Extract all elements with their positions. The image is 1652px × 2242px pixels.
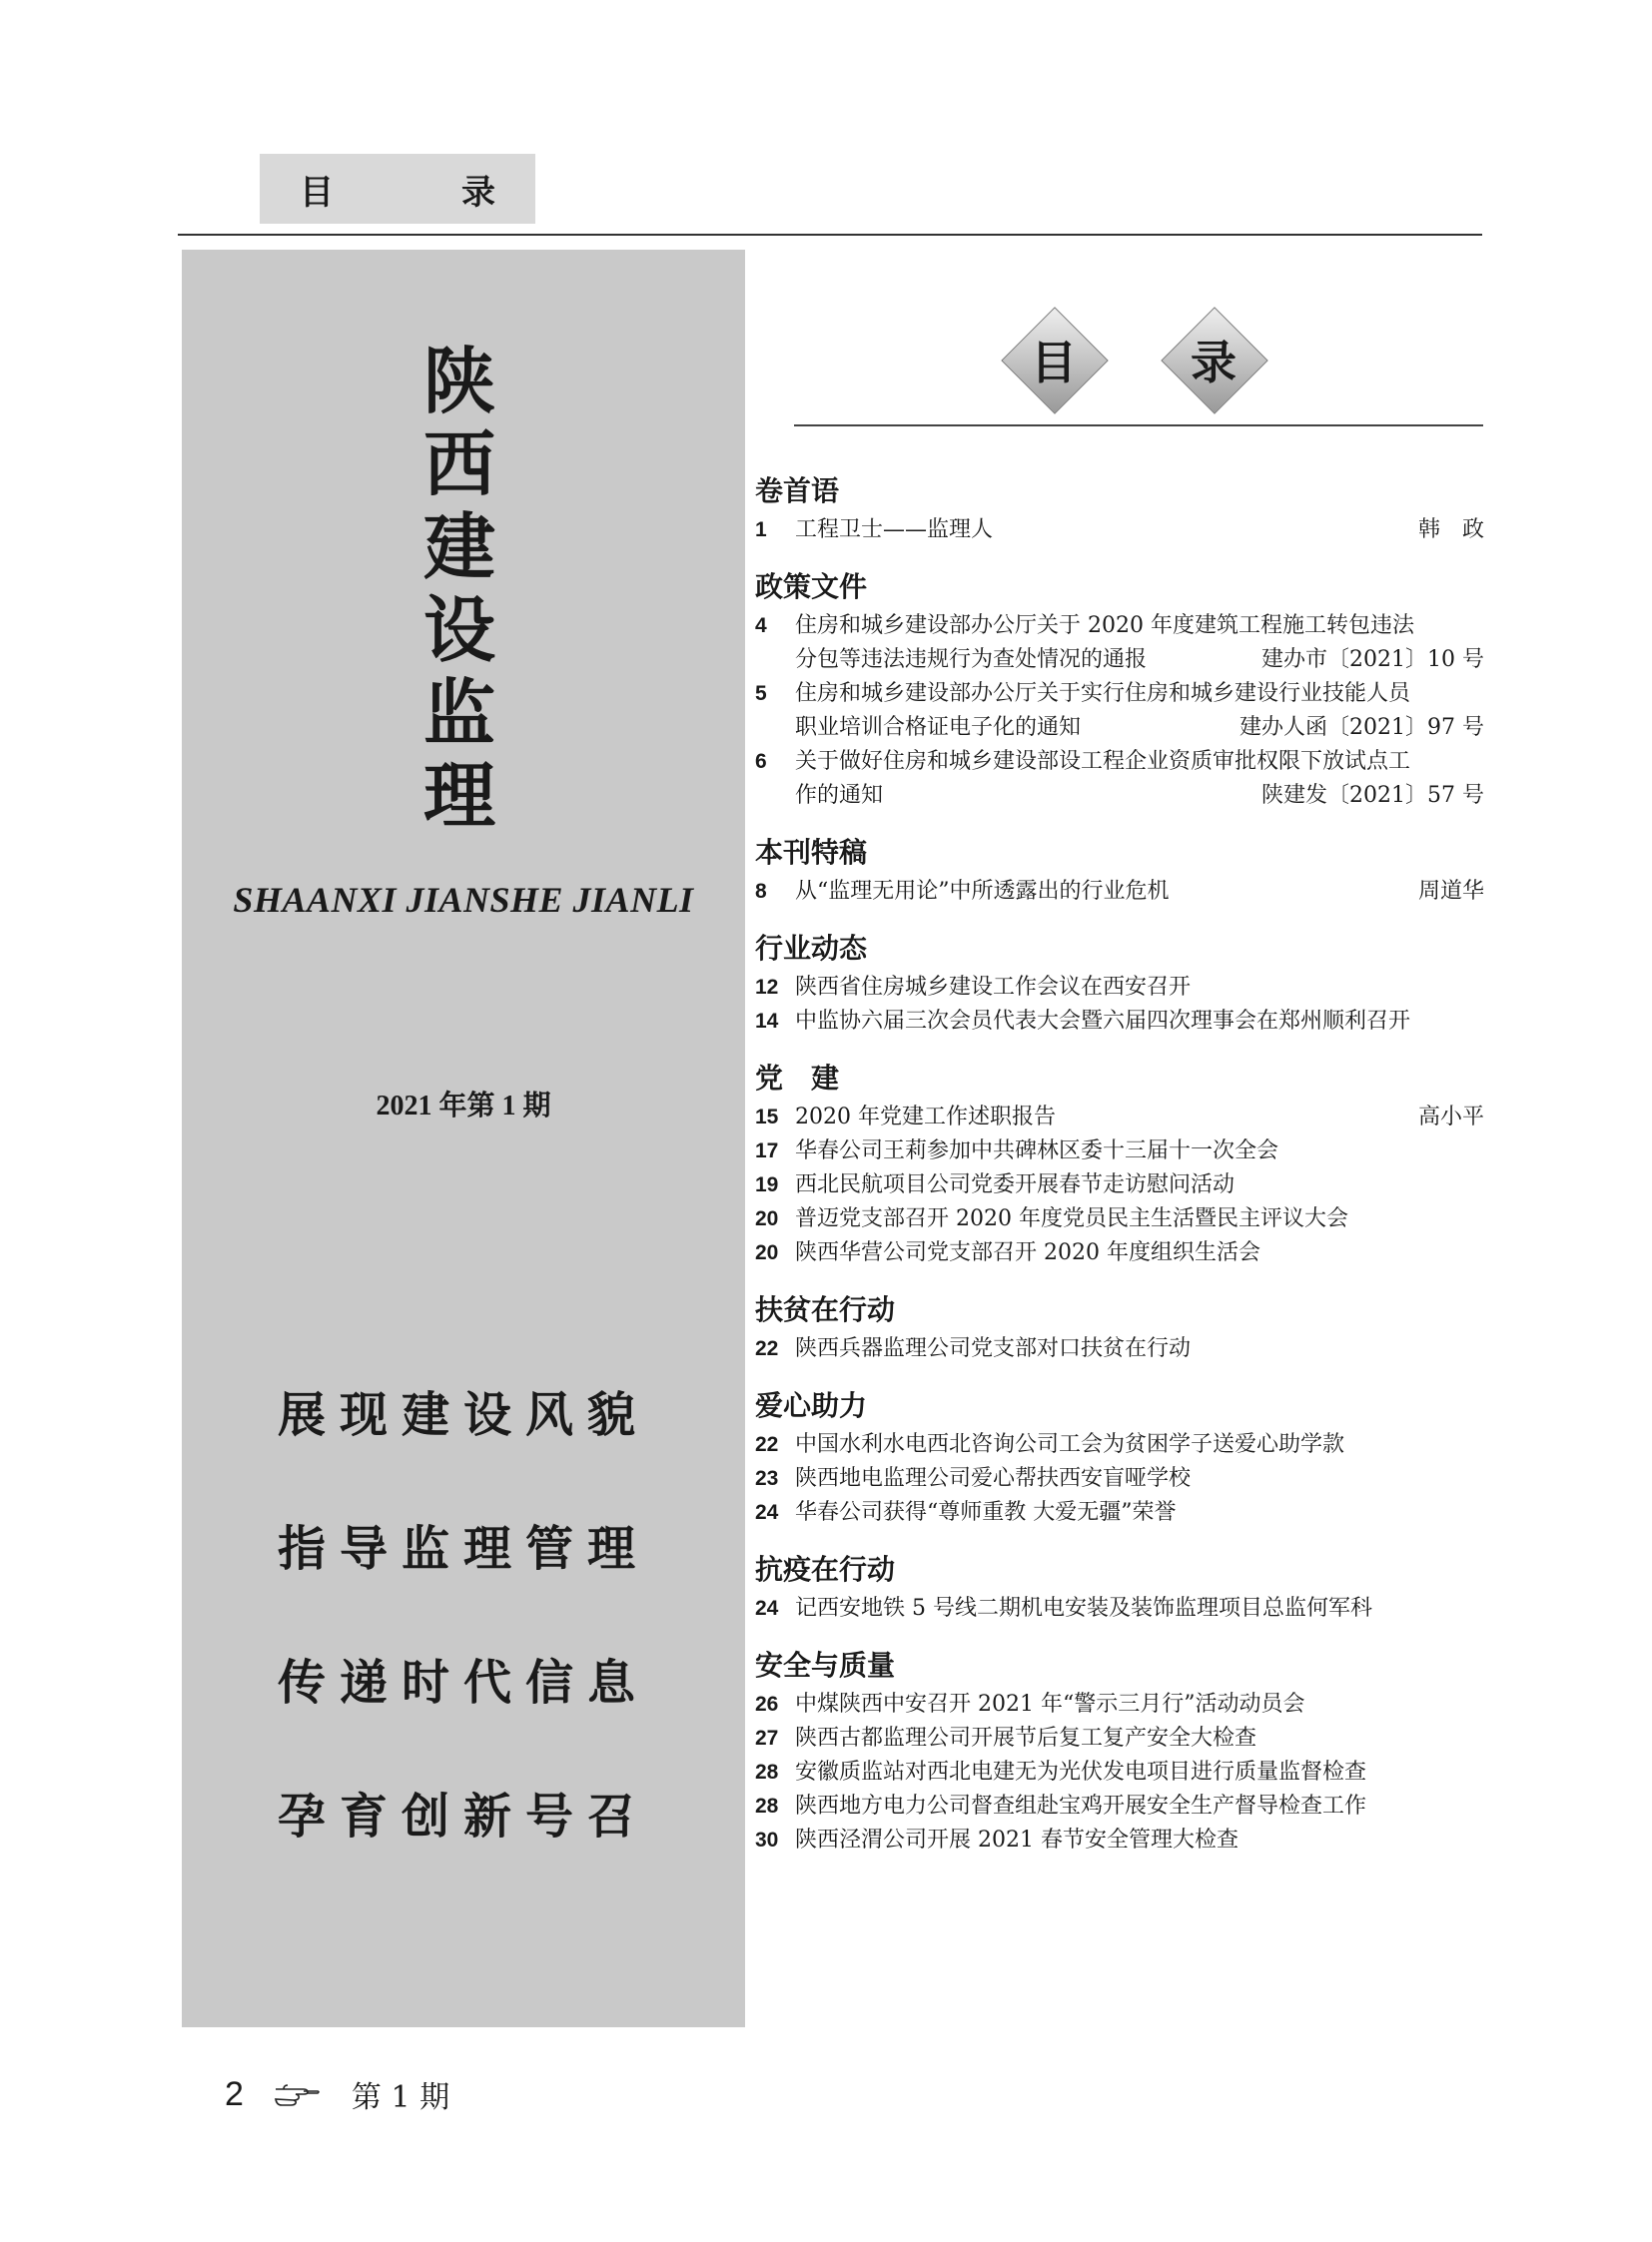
toc-heading	[999, 305, 1298, 414]
toc-page-number: 12	[755, 976, 779, 999]
toc-entry-title: 中国水利水电西北咨询公司工会为贫困学子送爱心助学款	[795, 1432, 1345, 1457]
toc-entry[interactable]	[755, 1236, 1484, 1270]
toc-entry[interactable]	[755, 1005, 1484, 1039]
toc-entry-title: 工程卫士——监理人	[795, 517, 994, 542]
toc-entry-title: 分包等违法违规行为查处情况的通报	[795, 647, 1148, 672]
toc-page-number: 22	[755, 1433, 779, 1456]
title-char: 西	[422, 421, 495, 506]
toc-category: 抗疫在行动	[755, 1553, 896, 1586]
toc-entry-title: 2020 年党建工作述职报告	[795, 1105, 1056, 1129]
toc-category: 扶贫在行动	[755, 1293, 896, 1326]
toc-entry-title: 陕西古都监理公司开展节后复工复产安全大检查	[795, 1726, 1257, 1751]
toc-entry-author: 高小平	[1417, 1105, 1484, 1129]
toc-entry-title: 西北民航项目公司党委开展春节走访慰问活动	[795, 1172, 1236, 1197]
toc-entry-title: 关于做好住房和城乡建设部设工程企业资质审批权限下放试点工	[795, 749, 1411, 774]
title-char: 陕	[422, 339, 495, 423]
diamond-badge	[999, 305, 1109, 414]
slogan: 传递时代信息	[277, 1655, 649, 1711]
toc-entry[interactable]	[755, 513, 1484, 547]
toc-entry[interactable]	[755, 875, 1484, 909]
toc-page-number: 28	[755, 1795, 779, 1818]
toc-entry-author: 韩 政	[1417, 517, 1484, 542]
toc-entry-author: 周道华	[1417, 879, 1484, 904]
toc-entry-title: 中煤陕西中安召开 2021 年“警示三月行”活动动员会	[795, 1692, 1305, 1717]
toc-category: 安全与质量	[755, 1649, 896, 1682]
toc-heading-char: 目	[1031, 336, 1077, 389]
toc-page-number: 24	[755, 1501, 779, 1524]
toc-entry[interactable]	[755, 1790, 1484, 1824]
toc-entry-title: 陕西地电监理公司爱心帮扶西安盲哑学校	[795, 1466, 1192, 1491]
toc-category: 党 建	[755, 1062, 840, 1095]
toc-page-number: 17	[755, 1139, 779, 1162]
slogan: 孕育创新号召	[277, 1789, 649, 1845]
header-rule	[178, 234, 1482, 236]
toc-page-number: 27	[755, 1727, 779, 1750]
page-footer	[225, 2072, 449, 2116]
toc-page-number: 20	[755, 1207, 779, 1230]
magazine-title-vertical	[405, 340, 514, 837]
toc-entry[interactable]	[755, 1101, 1484, 1134]
toc-entry[interactable]	[755, 745, 1484, 813]
section-tab	[260, 154, 535, 224]
toc-entry[interactable]	[755, 677, 1484, 745]
slogan-list	[182, 1376, 745, 1911]
toc-entry-title: 作的通知	[795, 783, 884, 808]
page-number: 2	[225, 2074, 244, 2113]
title-char: 监	[422, 670, 495, 755]
toc-category: 爱心助力	[755, 1389, 868, 1422]
toc-page-number: 28	[755, 1761, 779, 1784]
magazine-title-pinyin: SHAANXI JIANSHE JIANLI	[233, 880, 694, 920]
toc-page-number: 22	[755, 1337, 779, 1360]
toc-entry-author: 建办人函〔2021〕97 号	[1239, 715, 1484, 740]
toc-entry[interactable]	[755, 971, 1484, 1005]
toc-entry-title: 陕西省住房城乡建设工作会议在西安召开	[795, 975, 1192, 1000]
toc-page-number: 30	[755, 1829, 779, 1852]
toc-entry[interactable]	[755, 1496, 1484, 1530]
title-char: 建	[422, 504, 495, 589]
toc-entry[interactable]	[755, 1688, 1484, 1722]
toc-page-number: 14	[755, 1010, 779, 1033]
diamond-badge	[1159, 305, 1268, 414]
issue-label: 2021 年第 1 期	[376, 1091, 551, 1121]
toc-page-number: 24	[755, 1597, 779, 1620]
title-char: 理	[422, 753, 495, 838]
toc-page-number: 4	[755, 614, 767, 637]
toc-entry-title: 住房和城乡建设部办公厅关于 2020 年度建筑工程施工转包违法	[795, 613, 1414, 638]
toc-entry[interactable]	[755, 1756, 1484, 1790]
toc-entry-title: 陕西泾渭公司开展 2021 春节安全管理大检查	[795, 1828, 1239, 1853]
toc-page-number: 6	[755, 750, 767, 773]
toc-entry[interactable]	[755, 1332, 1484, 1366]
toc-entry[interactable]	[755, 1592, 1484, 1626]
toc-entry[interactable]	[755, 1168, 1484, 1202]
toc-entry-title: 华春公司获得“尊师重教 大爱无疆”荣誉	[795, 1500, 1177, 1525]
toc-entry[interactable]	[755, 1462, 1484, 1496]
toc-entry-author: 建办市〔2021〕10 号	[1261, 647, 1484, 672]
toc-entry[interactable]	[755, 1824, 1484, 1858]
toc-entry-title: 陕西地方电力公司督查组赴宝鸡开展安全生产督导检查工作	[795, 1794, 1367, 1819]
toc-entry-title: 陕西兵器监理公司党支部对口扶贫在行动	[795, 1336, 1192, 1361]
toc-entry-title: 职业培训合格证电子化的通知	[795, 715, 1082, 740]
section-tab-char: 目	[300, 172, 334, 213]
slogan: 指导监理管理	[277, 1521, 649, 1577]
toc-page-number: 8	[755, 880, 767, 903]
toc-entry[interactable]	[755, 1134, 1484, 1168]
toc-page-number: 19	[755, 1173, 779, 1196]
slogan: 展现建设风貌	[277, 1387, 649, 1443]
toc-category: 本刊特稿	[755, 836, 868, 869]
toc-entry-title: 陕西华营公司党支部召开 2020 年度组织生活会	[795, 1240, 1260, 1265]
toc-page-number: 15	[755, 1106, 779, 1128]
toc-category: 卷首语	[755, 474, 840, 507]
toc-category: 行业动态	[755, 932, 868, 965]
toc-category: 政策文件	[755, 570, 868, 603]
section-tab-char: 录	[461, 172, 495, 213]
toc-entry-title: 安徽质监站对西北电建无为光伏发电项目进行质量监督检查	[795, 1760, 1367, 1785]
toc-page-number: 5	[755, 682, 767, 705]
toc-page-number: 23	[755, 1467, 779, 1490]
footer-issue: 第 1 期	[351, 2080, 450, 2115]
toc-entry-title: 华春公司王莉参加中共碑林区委十三届十一次全会	[795, 1138, 1279, 1163]
toc-entry[interactable]	[755, 609, 1484, 677]
toc-entry[interactable]	[755, 1428, 1484, 1462]
toc-entry-title: 从“监理无用论”中所透露出的行业危机	[795, 879, 1170, 904]
toc-entry[interactable]	[755, 1722, 1484, 1756]
toc-entry[interactable]	[755, 1202, 1484, 1236]
toc-page-number: 20	[755, 1241, 779, 1264]
toc-page-number: 26	[755, 1693, 779, 1716]
title-char: 设	[422, 587, 495, 672]
toc-rule	[794, 424, 1483, 426]
toc-entry-title: 中监协六届三次会员代表大会暨六届四次理事会在郑州顺利召开	[795, 1009, 1411, 1034]
toc-entry-title: 普迈党支部召开 2020 年度党员民主生活暨民主评议大会	[795, 1206, 1348, 1231]
toc-page-number: 1	[755, 518, 767, 541]
toc-entry-title: 住房和城乡建设部办公厅关于实行住房和城乡建设行业技能人员	[795, 681, 1411, 706]
toc-entry-title: 记西安地铁 5 号线二期机电安装及装饰监理项目总监何军科	[795, 1596, 1372, 1621]
toc-heading-char: 录	[1191, 336, 1237, 389]
table-of-contents	[755, 469, 1484, 1858]
toc-entry-author: 陕建发〔2021〕57 号	[1261, 783, 1484, 808]
pointing-hand-icon	[274, 2081, 322, 2107]
